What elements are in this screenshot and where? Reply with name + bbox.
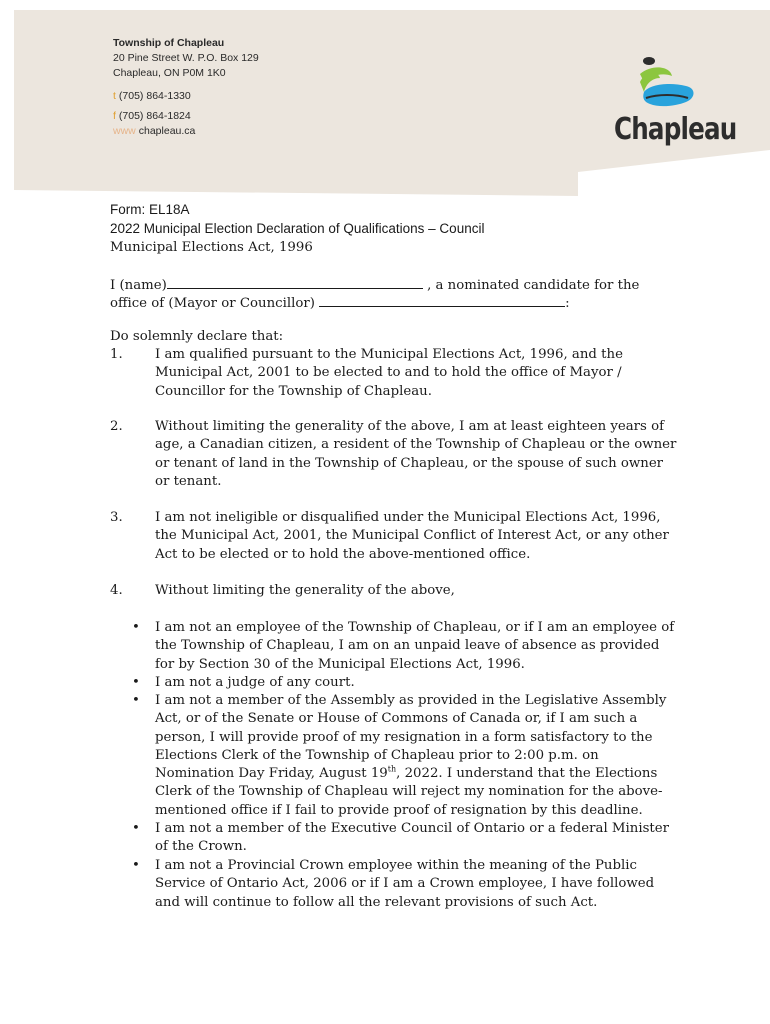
bullet-icon: • [132, 858, 140, 873]
form-act: Municipal Elections Act, 1996 [110, 240, 313, 255]
bullet-text: I am not an employee of the Township of Chapleau, or if I am an employee of the Township of Chapleau, I am on an unpaid leave of absence as provided for by Section 30 of the Municipal Elections Act, 1996. [155, 620, 675, 672]
bullet-icon: • [132, 693, 140, 708]
org-name: Township of Chapleau [113, 37, 225, 49]
item-text: I am qualified pursuant to the Municipal Elections Act, 1996, and the Municipal Act, 2001 to be elected to and to hold the office of Mayor / Councillor for the Township of Chapleau. [155, 347, 623, 399]
web-label: www [113, 125, 136, 137]
item-text: Without limiting the generality of the above, I am at least eighteen years of age, a Canadian citizen, a resident of the Township of Chapleau or the owner or tenant of land in the Township of Chapleau, or the spouse of such owner or tenant. [155, 419, 677, 489]
office-line [110, 293, 570, 313]
bullet-text: I am not a member of the Executive Council of Ontario or a federal Minister of the Crown. [155, 821, 670, 855]
address-line-2: Chapleau, ON P0M 1K0 [113, 67, 226, 79]
fax-line [113, 109, 259, 124]
address-line-1: 20 Pine Street W. P.O. Box 129 [113, 52, 259, 64]
name-suffix: , a nominated candidate for the [427, 278, 640, 293]
item-text: I am not ineligible or disqualified under the Municipal Elections Act, 1996, the Municipal Act, 2001, the Municipal Conflict of Interest Act, or any other Act to be elected or to hold the above-mentioned office. [155, 510, 669, 562]
office-field[interactable] [319, 293, 565, 307]
item-number: 3. [110, 510, 123, 525]
bullet-icon: • [132, 620, 140, 635]
fax-number: (705) 864-1824 [118, 110, 191, 122]
bullet-text-part-a: I am not a member of the Assembly as provided in the Legislative Assembly Act, or of the Senate or House of Commons of Canada or, if I am such a person, I will provide proof of my resignation in a form satisfactory to the Elections Clerk of the Township of Chapleau prior to 2:00 p.m. on Nomination Day Friday, August 19 [155, 693, 667, 782]
bullet-icon: • [132, 821, 140, 836]
ordinal-suffix: th [387, 764, 397, 774]
declare-line: Do solemnly declare that: [110, 329, 284, 344]
form-code: Form: EL18A [110, 202, 190, 217]
bullet-text: I am not a Provincial Crown employee within the meaning of the Public Service of Ontario Act, 2006 or if I am a Crown employee, I have followed and will continue to follow all the relevant provisions of such Act. [155, 858, 655, 910]
bullet-text: I am not a judge of any court. [155, 675, 355, 690]
item-number: 4. [110, 583, 123, 598]
form-title: 2022 Municipal Election Declaration of Qualifications – Council [110, 221, 485, 236]
office-prefix: office of (Mayor or Councillor) [110, 296, 315, 311]
phone-label: t [113, 90, 116, 102]
phone-number: (705) 864-1330 [118, 90, 191, 102]
web-line [113, 124, 259, 139]
web-address[interactable]: chapleau.ca [138, 125, 196, 137]
office-suffix: : [565, 296, 570, 311]
bullet-text [155, 692, 680, 820]
name-field[interactable] [167, 275, 423, 289]
contact-block [113, 36, 259, 139]
bullet-icon: • [132, 675, 140, 690]
fax-label: f [113, 110, 116, 122]
name-prefix: I (name) [110, 278, 167, 293]
logo-wordmark: Chapleau [614, 112, 737, 147]
bullet-text-part-b: , 2022. I understand that the Elections Clerk of the Township of Chapleau will reject my nomination for the above-mentioned office if I fail to provide proof of resignation by this deadline. [155, 766, 663, 818]
item-number: 2. [110, 419, 123, 434]
item-number: 1. [110, 347, 123, 362]
phone-line [113, 89, 259, 104]
item-text: Without limiting the generality of the above, [155, 583, 455, 598]
